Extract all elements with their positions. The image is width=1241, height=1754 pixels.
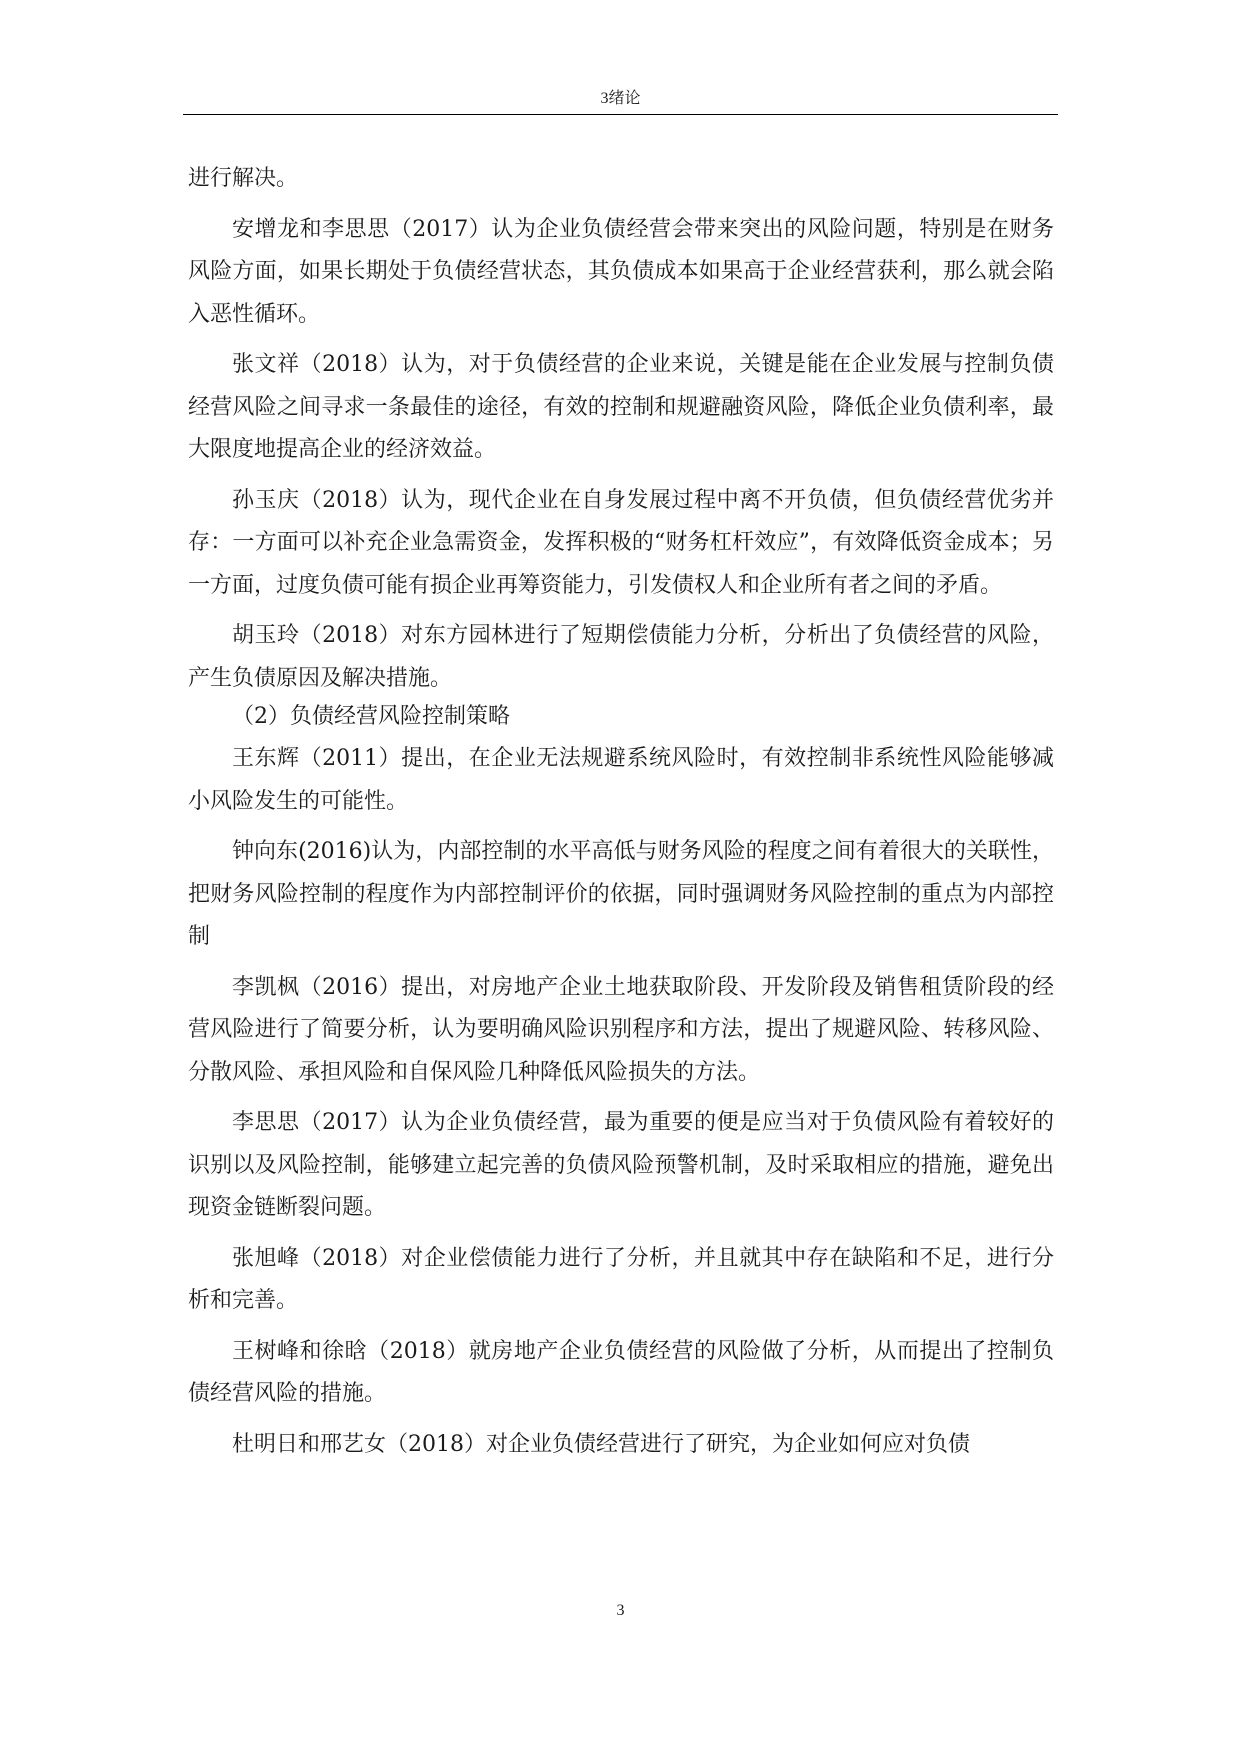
paragraph: 孙玉庆（2018）认为，现代企业在自身发展过程中离不开负债，但负债经营优劣并存：一方面可以补充企业急需资金，发挥积极的“财务杠杆效应”，有效降低资金成本；另一方面，过度负债可能有损企业再筹资能力，引发债权人和企业所有者之间的矛盾。 xyxy=(188,487,1054,598)
paragraph: 李思思（2017）认为企业负债经营，最为重要的便是应当对于负债风险有着较好的识别以及风险控制，能够建立起完善的负债风险预警机制，及时采取相应的措施，避免出现资金链断裂问题。 xyxy=(188,1110,1054,1220)
paragraph: 王东辉（2011）提出，在企业无法规避系统风险时，有效控制非系统性风险能够减小风险发生的可能性。 xyxy=(188,746,1054,814)
page-header: 3绪论 xyxy=(600,90,641,107)
paragraph: 王树峰和徐晗（2018）就房地产企业负债经营的风险做了分析，从而提出了控制负债经营风险的措施。 xyxy=(188,1338,1054,1406)
paragraph: 张文祥（2018）认为，对于负债经营的企业来说，关键是能在企业发展与控制负债经营风险之间寻求一条最佳的途径，有效的控制和规避融资风险，降低企业负债利率，最大限度地提高企业的经济效益。 xyxy=(188,352,1054,462)
paragraph: 钟向东(2016)认为，内部控制的水平高低与财务风险的程度之间有着很大的关联性，把财务风险控制的程度作为内部控制评价的依据，同时强调财务风险控制的重点为内部控制 xyxy=(188,839,1054,949)
paragraph: 安增龙和李思思（2017）认为企业负债经营会带来突出的风险问题，特别是在财务风险方面，如果长期处于负债经营状态，其负债成本如果高于企业经营获利，那么就会陷入恶性循环。 xyxy=(188,216,1054,327)
paragraph: 李凯枫（2016）提出，对房地产企业土地获取阶段、开发阶段及销售租赁阶段的经营风险进行了简要分析，认为要明确风险识别程序和方法，提出了规避风险、转移风险、分散风险、承担风险和自保风险几种降低风险损失的方法。 xyxy=(188,974,1054,1085)
header-rule xyxy=(183,114,1058,115)
paragraph-continuation: 进行解决。 xyxy=(188,166,299,191)
document-body xyxy=(188,158,1054,1466)
page-number: 3 xyxy=(616,1602,625,1619)
paragraph: 胡玉玲（2018）对东方园林进行了短期偿债能力分析，分析出了负债经营的风险，产生负债原因及解决措施。 xyxy=(188,623,1054,691)
section-subheading: （2）负债经营风险控制策略 xyxy=(232,704,510,729)
paragraph: 杜明日和邢艺女（2018）对企业负债经营进行了研究，为企业如何应对负债 xyxy=(232,1431,970,1457)
paragraph: 张旭峰（2018）对企业偿债能力进行了分析，并且就其中存在缺陷和不足，进行分析和完善。 xyxy=(188,1245,1054,1313)
